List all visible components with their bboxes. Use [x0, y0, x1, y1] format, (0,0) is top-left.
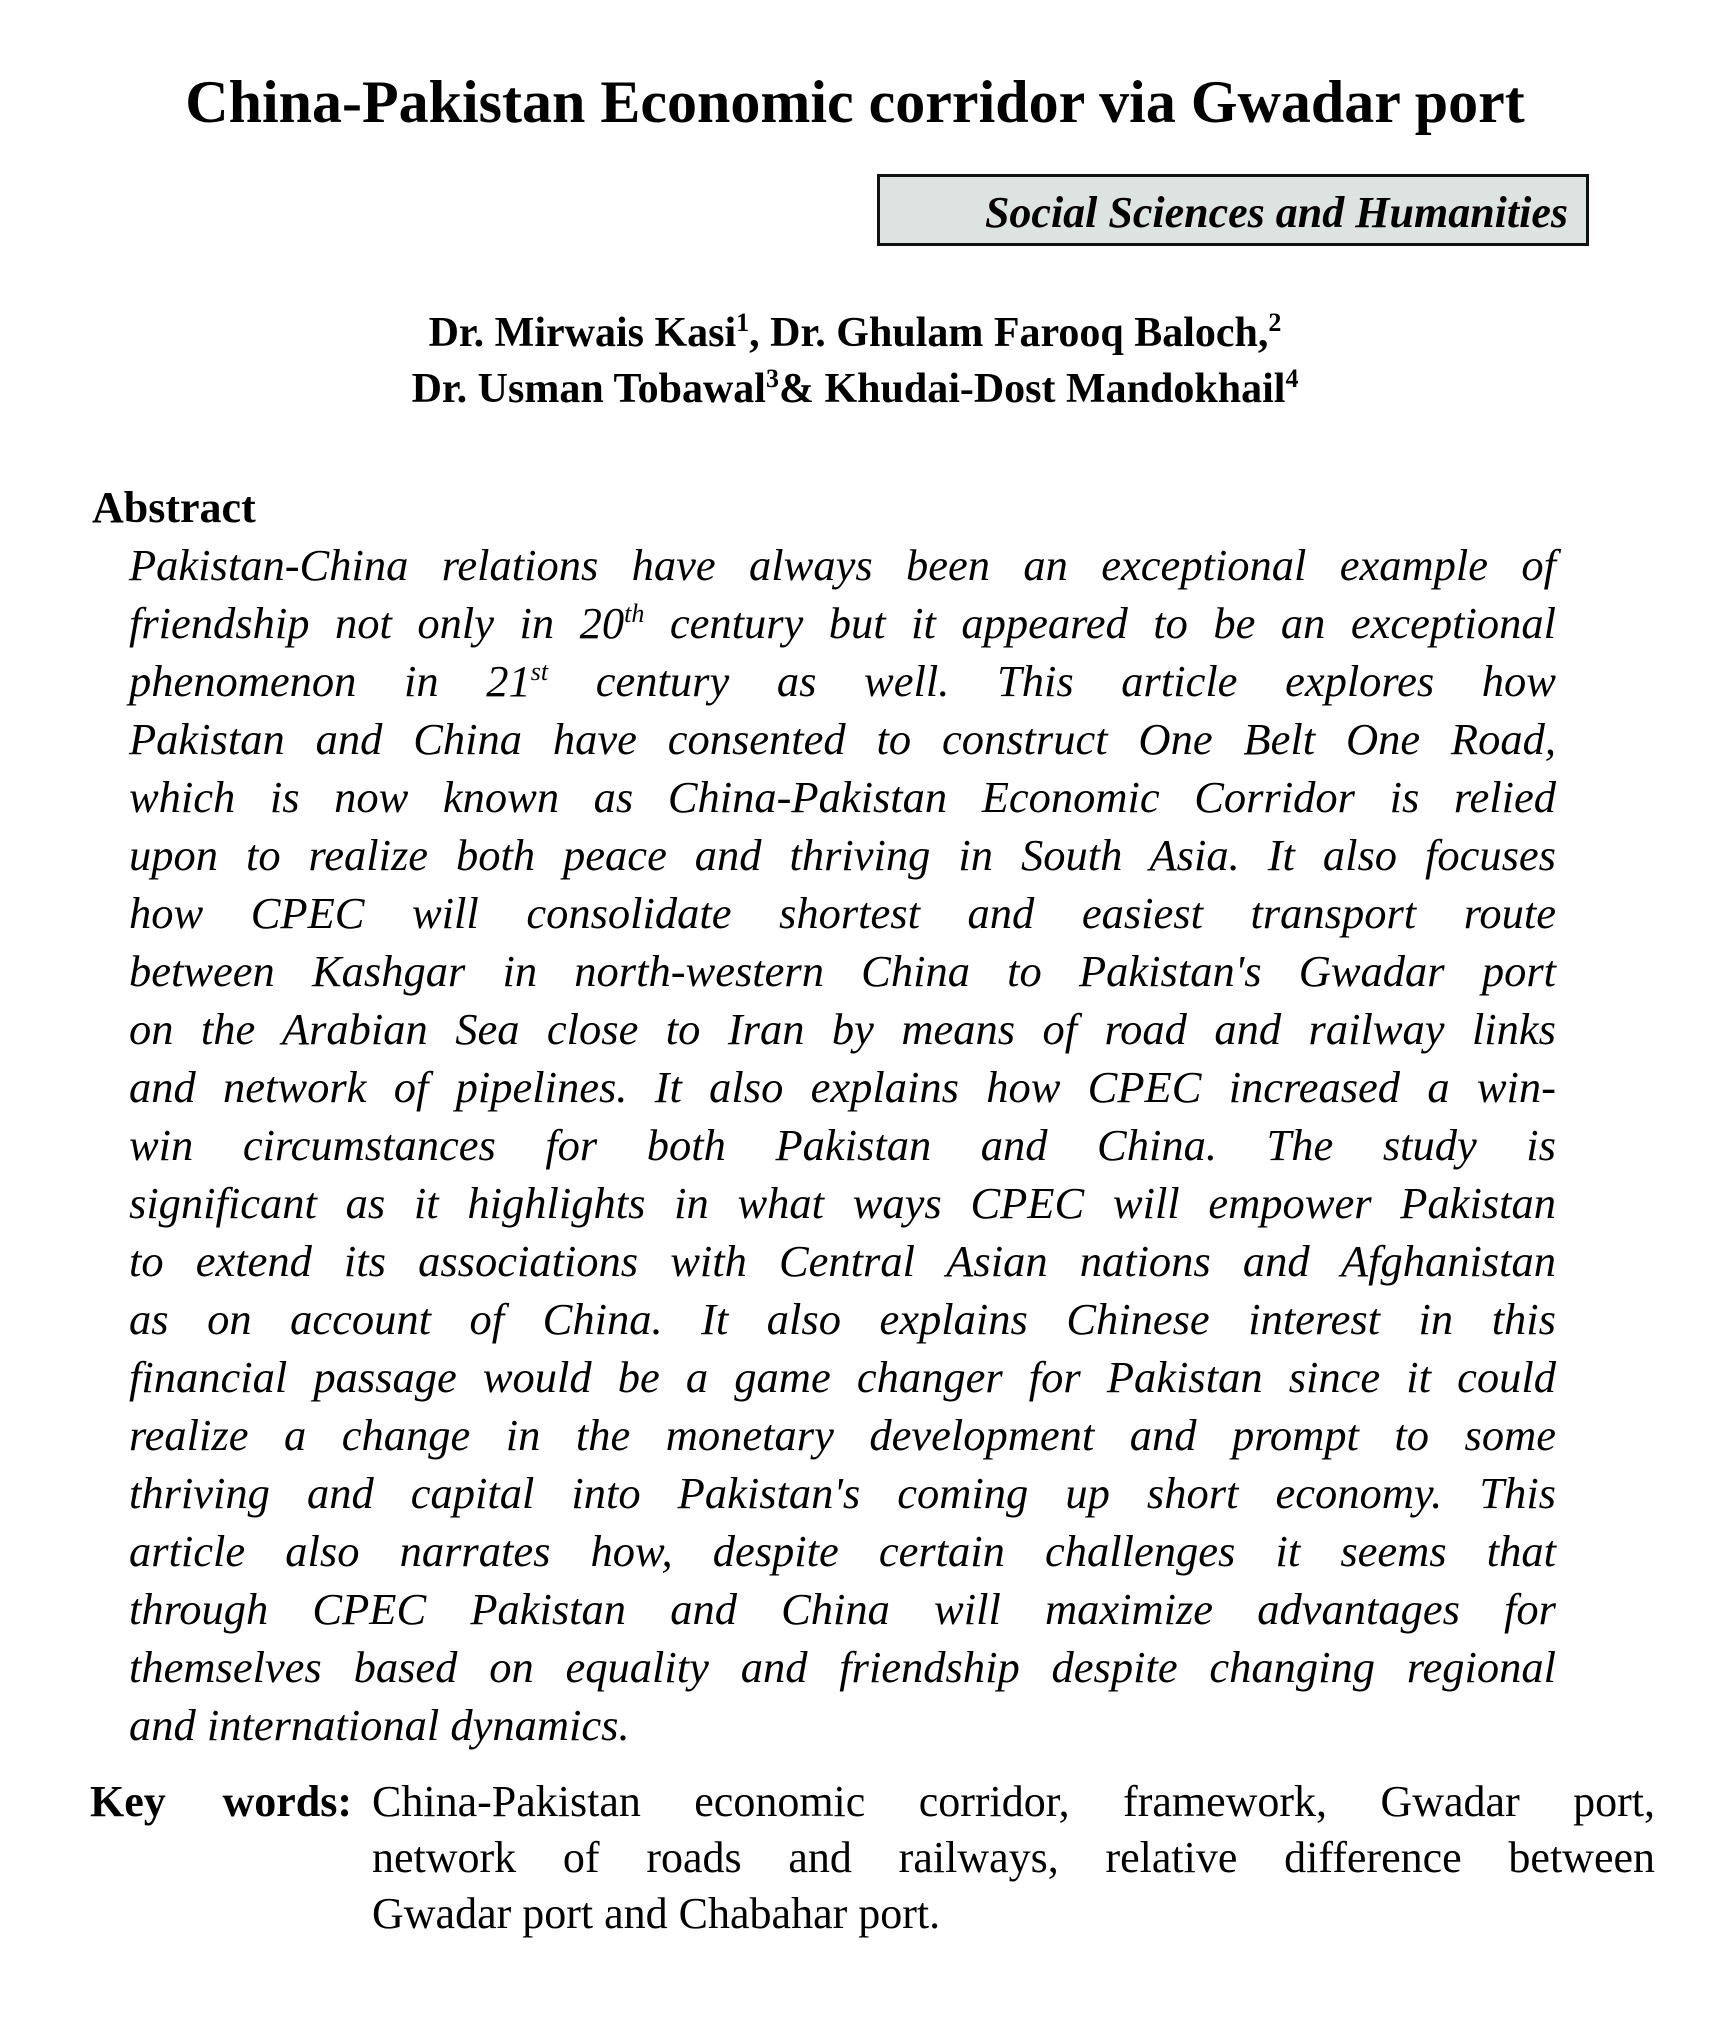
paper-title: China-Pakistan Economic corridor via Gwadar port: [185, 69, 1525, 135]
abstract-body: [129, 536, 1556, 1754]
abstract-line: how CPEC will consolidate shortest and easiest transport route: [129, 888, 1556, 938]
abstract-line: win circumstances for both Pakistan and China. The study is: [129, 1120, 1556, 1170]
author-affiliation-marker: 2: [1268, 308, 1282, 337]
keywords-line: China-Pakistan economic corridor, framework, Gwadar port,: [372, 1777, 1655, 1826]
abstract-line: Pakistan and China have consented to construct One Belt One Road,: [129, 714, 1556, 764]
author-line-1: [0, 305, 1710, 361]
abstract-line: phenomenon in 21st century as well. This article explores how: [129, 656, 1556, 706]
abstract-line: upon to realize both peace and thriving in South Asia. It also focuses: [129, 830, 1556, 880]
abstract-line: which is now known as China-Pakistan Economic Corridor is relied: [129, 772, 1556, 822]
author-affiliation-marker: 3: [765, 364, 779, 393]
abstract-line: through CPEC Pakistan and China will maximize advantages for: [129, 1584, 1556, 1634]
abstract-line: article also narrates how, despite certain challenges it seems that: [129, 1526, 1556, 1576]
author-affiliation-marker: 1: [736, 308, 750, 337]
subject-category-badge: [877, 174, 1589, 246]
author-line-2: [0, 361, 1710, 417]
author-separator: ,: [749, 310, 771, 356]
ordinal-suffix: th: [624, 599, 645, 629]
abstract-line: financial passage would be a game changer for Pakistan since it could: [129, 1352, 1556, 1402]
keywords-label: Key words:: [90, 1777, 352, 1826]
subject-category-label: Social Sciences and Humanities: [984, 188, 1568, 237]
abstract-heading: Abstract: [92, 483, 256, 532]
author-name: Dr. Ghulam Farooq Baloch,: [770, 310, 1269, 356]
abstract-line: themselves based on equality and friendship despite changing regional: [129, 1642, 1556, 1692]
abstract-line: friendship not only in 20th century but it appeared to be an exceptional: [129, 598, 1557, 648]
keywords-list: [372, 1774, 1655, 1942]
author-affiliation-marker: 4: [1285, 364, 1299, 393]
keywords-line: network of roads and railways, relative difference between: [372, 1833, 1655, 1882]
abstract-line: on the Arabian Sea close to Iran by means of road and railway links: [129, 1004, 1556, 1054]
abstract-line: significant as it highlights in what ways CPEC will empower Pakistan: [129, 1178, 1556, 1228]
abstract-line: realize a change in the monetary development and prompt to some: [129, 1410, 1556, 1460]
abstract-line: to extend its associations with Central Asian nations and Afghanistan: [129, 1236, 1556, 1286]
abstract-line: and international dynamics.: [129, 1700, 630, 1750]
author-name: Dr. Mirwais Kasi: [428, 310, 737, 356]
abstract-line: Pakistan-China relations have always been an exceptional example of: [129, 540, 1556, 590]
abstract-line: and network of pipelines. It also explains how CPEC increased a win-: [129, 1062, 1556, 1112]
keywords-line: Gwadar port and Chabahar port.: [372, 1889, 941, 1938]
abstract-line: as on account of China. It also explains Chinese interest in this: [129, 1294, 1556, 1344]
author-name: & Khudai-Dost Mandokhail: [778, 366, 1286, 412]
author-list: [0, 305, 1710, 417]
abstract-line: between Kashgar in north-western China to Pakistan's Gwadar port: [129, 946, 1556, 996]
ordinal-suffix: st: [530, 657, 549, 687]
author-name: Dr. Usman Tobawal: [411, 366, 766, 412]
abstract-line: thriving and capital into Pakistan's coming up short economy. This: [129, 1468, 1556, 1518]
